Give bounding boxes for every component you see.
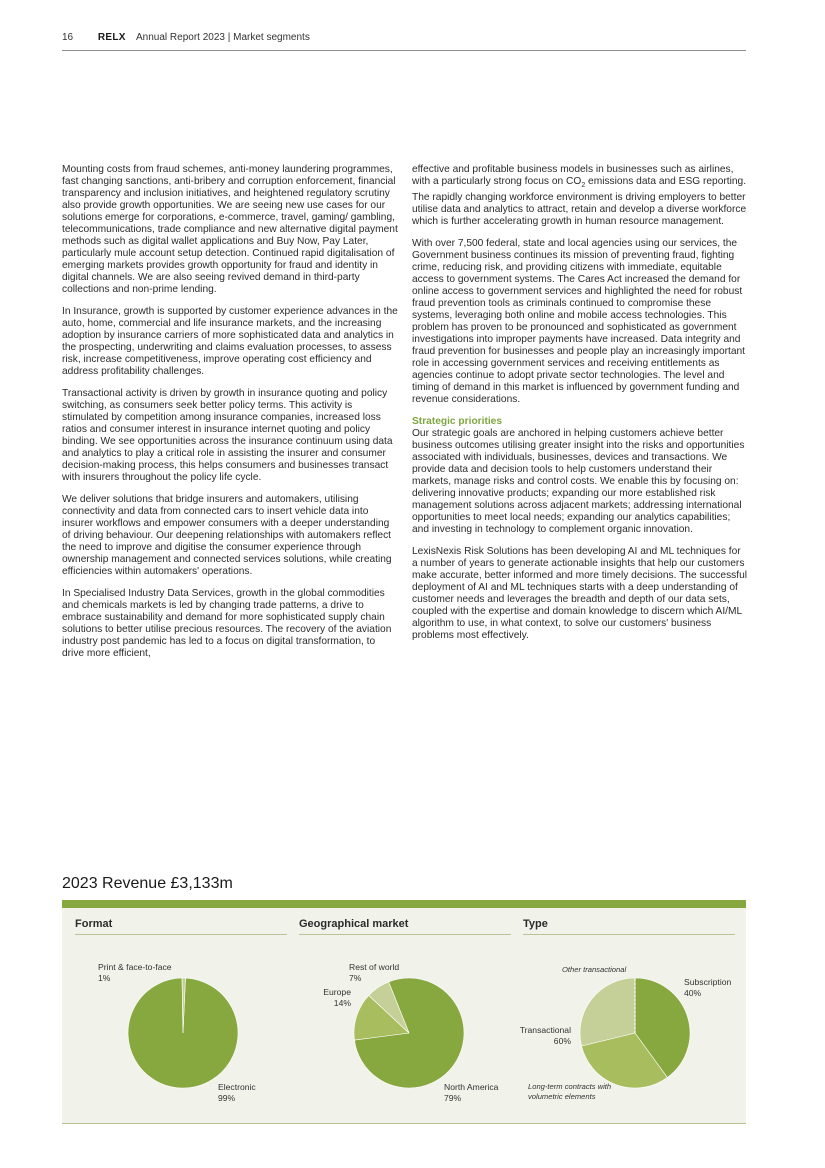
slice-name: Print & face-to-face xyxy=(98,962,172,972)
slice-label-transactional xyxy=(508,1025,571,1046)
slice-value: 99% xyxy=(218,1092,236,1103)
slice-name: Rest of world xyxy=(349,962,400,972)
slice-name: Electronic xyxy=(218,1082,256,1092)
slice-value: 79% xyxy=(444,1092,462,1103)
paragraph: In Insurance, growth is supported by customer experience advances in the auto, home, commercial and life insurance markets, and the increasing adoption by insurance carriers of more sophisticated data and analytics in the prospecting, underwriting and claims evaluation processes, to assess risk, increase competitiveness, improve operating cost efficiency and address profitability challenges. xyxy=(62,306,398,378)
paragraph xyxy=(412,164,748,228)
slice-label-europe xyxy=(318,987,351,1008)
annotation-long-term-contracts: Long-term contracts with volumetric elements xyxy=(528,1082,612,1101)
page-header xyxy=(62,32,746,51)
paragraph: LexisNexis Risk Solutions has been developing AI and ML techniques for a number of years to generate actionable insights that help our customers make accurate, better informed and more timely decisions. The successful deployment of AI and ML techniques starts with a deep understanding of customer needs and leverages the breadth and depth of our data sets, coupled with the expertise and domain knowledge to discern which AI/ML algorithm to use, in what context, to solve our customers' business problems most effectively. xyxy=(412,545,748,642)
slice-value: 7% xyxy=(349,972,362,983)
type-pie-chart xyxy=(579,977,691,1089)
slice-label-print xyxy=(98,962,172,983)
subscript: 2 xyxy=(581,182,586,190)
slice-label-electronic xyxy=(218,1082,256,1103)
slice-value: 14% xyxy=(333,997,351,1008)
slice-name: Transactional xyxy=(519,1025,571,1035)
paragraph: Mounting costs from fraud schemes, anti-money laundering programmes, fast changing sanctions, anti-bribery and corruption enforcement, financial transparency and inclusion initiatives, and heightened regulatory scrutiny also provide growth opportunities. We are seeing new use cases for our solutions emerge for corporations, e-commerce, travel, gaming/ gambling, telecommunications, trade compliance and new alternative digital payment methods such as digital wallet applications and Buy Now, Pay Later, particularly mule account setup detection. Continued rapid digitalisation of emerging markets provides growth opportunity for fraud and identity in digital channels. We are also seeing revived demand in third-party collections and non-prime lending. xyxy=(62,164,398,296)
slice-label-rest-of-world xyxy=(349,962,399,983)
brand-name: RELX xyxy=(97,32,126,43)
text-run: emissions data and ESG reporting. The rapidly changing workforce environment is driving employers to better utilise data and analytics to attract, retain and develop a diverse workforce which is further accelerating growth in human resource management. xyxy=(412,176,747,228)
slice-value: 1% xyxy=(98,972,111,983)
geo-pie-chart xyxy=(353,977,465,1089)
slice-value: 40% xyxy=(684,987,702,998)
slice-name: Subscription xyxy=(684,977,732,987)
left-column xyxy=(62,164,398,669)
slice-value: 60% xyxy=(553,1035,571,1046)
annotation-other-transactional: Other transactional xyxy=(562,965,627,974)
format-chart-title: Format xyxy=(75,918,287,935)
slice-label-subscription xyxy=(684,977,731,998)
geo-chart-title: Geographical market xyxy=(299,918,511,935)
paragraph: Transactional activity is driven by growth in insurance quoting and policy switching, as consumers seek better policy terms. This activity is stimulated by competition among insurance companies, increased loss ratios and consumer interest in insurance internet quoting and policy binding. We see opportunities across the insurance continuum using data and analytics to play a critical role in assisting the insurer and consumer decision-making process, this helps consumers and businesses transact with insurers throughout the policy life cycle. xyxy=(62,387,393,484)
paragraph: We deliver solutions that bridge insurers and automakers, utilising connectivity and data from connected cars to insert vehicle data into insurer workflows and empower consumers with a deeper understanding of driving behaviour. Our deepening relationships with automakers reflect the need to improve and digitise the consumer experience through ownership management and connected services solutions, while creating efficiencies within automakers' operations. xyxy=(62,493,392,577)
revenue-title: 2023 Revenue £3,133m xyxy=(62,875,233,892)
text-run: effective and profitable business models in businesses such as airlines, with a particularly strong focus on CO xyxy=(412,164,734,188)
slice-name: North America xyxy=(444,1082,499,1092)
slice-label-north-america xyxy=(444,1082,498,1103)
paragraph: In Specialised Industry Data Services, growth in the global commodities and chemicals markets is led by changing trade patterns, a drive to embrace sustainability and demand for more sophisticated supply chain solutions to better utilise precious resources. The recovery of the aviation industry post pandemic has led to a focus on digital transformation, to drive more efficient, xyxy=(62,587,392,659)
slice-name: Europe xyxy=(323,987,351,997)
page-number: 16 xyxy=(62,32,74,43)
report-title: Annual Report 2023 | Market segments xyxy=(136,32,310,43)
paragraph: With over 7,500 federal, state and local agencies using our services, the Government business continues its mission of preventing fraud, fighting crime, reducing risk, and providing citizens with immediate, equitable access to government systems. The Cares Act increased the demand for online access to government services and highlighted the need for robust fraud prevention tools as criminals continued to compromise these systems, leveraging both online and mobile access technologies. This problem has proven to be pronounced and sophisticated as government investigations into improper payments have increased. Data integrity and fraud prevention for businesses and people play an increasingly important role in accessing government services and receiving entitlements as agencies continue to adopt private sector technologies. The level and timing of demand in this market is influenced by government funding and revenue considerations. xyxy=(412,237,745,406)
type-chart-title: Type xyxy=(523,918,735,935)
right-column xyxy=(412,164,748,652)
section-heading: Strategic priorities xyxy=(412,415,503,427)
format-pie-chart xyxy=(127,977,239,1089)
paragraph: Our strategic goals are anchored in helping customers achieve better business outcomes utilising greater insight into the risks and opportunities associated with individuals, businesses, devices and transactions. We provide data and decision tools to help customers understand their markets, manage risks and control costs. We enable this by focusing on: delivering innovative products; expanding our more established risk management solutions across adjacent markets; addressing international opportunities to meet local needs; expanding our analytics capabilities; and investing in technology to complement organic innovation. xyxy=(412,427,745,536)
